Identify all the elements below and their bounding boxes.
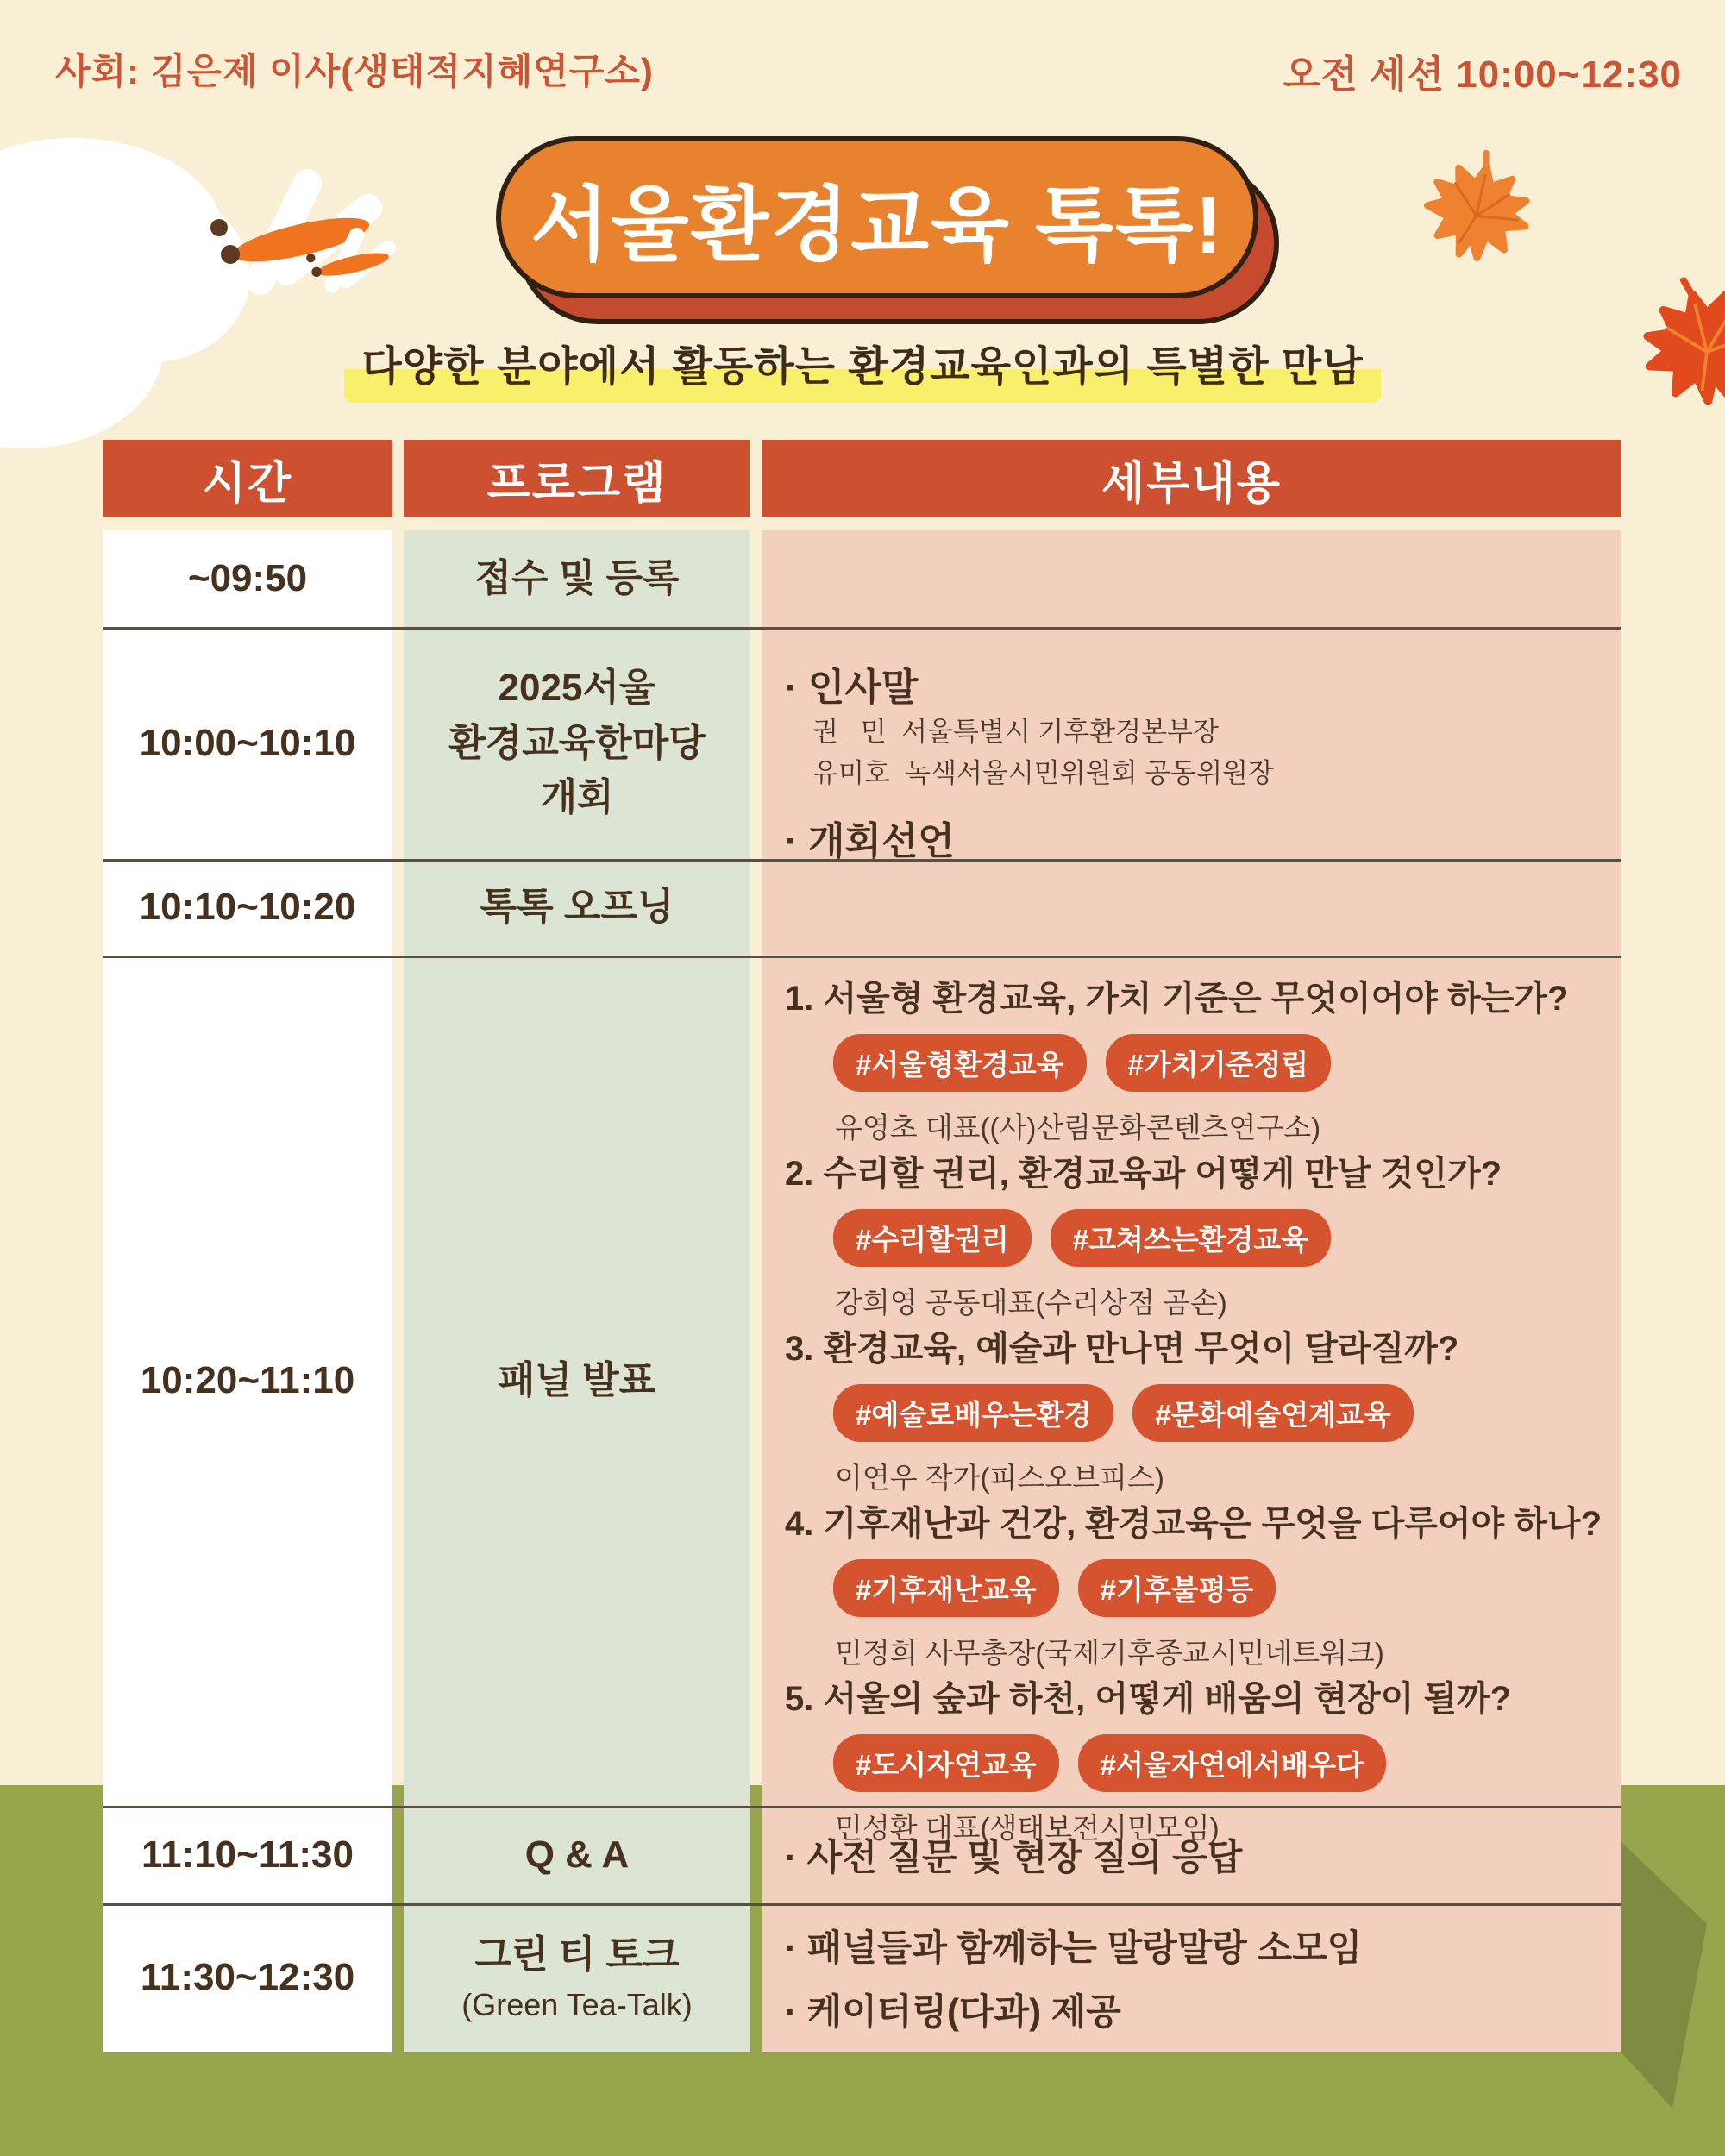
panel-item-4 — [785, 1496, 1621, 1671]
hashtag-badge: #가치기준정립 — [1106, 1034, 1332, 1092]
panel-item-speaker: 이연우 작가(피스오브피스) — [835, 1462, 1164, 1494]
row2-program-line3: 개회 — [540, 776, 614, 819]
hashtag-badge: #예술로배우는환경 — [833, 1384, 1113, 1442]
row2-program-line1: 2025서울 — [498, 666, 656, 709]
session-time-label: 오전 세션 10:00~12:30 — [1283, 53, 1682, 96]
row4-details — [762, 956, 1621, 1844]
maple-leaf-icon — [1410, 138, 1546, 276]
poster-title: 서울환경교육 톡톡! — [530, 179, 1224, 270]
row6-time: 11:30~12:30 — [140, 1956, 355, 1998]
row5-details: · 사전 질문 및 현장 질의 응답 — [785, 1836, 1243, 1877]
row5-time: 11:10~11:30 — [141, 1833, 354, 1876]
row6-program — [404, 1903, 750, 2052]
panel-item-2 — [785, 1146, 1621, 1321]
panel-item-title: 4. 기후재난과 건강, 환경교육은 무엇을 다루어야 하나? — [785, 1505, 1603, 1543]
row6-program-line2: (Green Tea-Talk) — [461, 1986, 693, 2022]
moderator-credit: 사회: 김은제 이사(생태적지혜연구소) — [55, 51, 654, 91]
panel-item-title: 1. 서울형 환경교육, 가치 기준은 무엇이어야 하는가? — [785, 980, 1569, 1018]
row5-program: Q & A — [524, 1833, 630, 1876]
poster-subtitle: 다양한 분야에서 활동하는 환경교육인과의 특별한 만남 — [344, 333, 1380, 403]
panel-item-title: 2. 수리할 권리, 환경교육과 어떻게 만날 것인가? — [785, 1155, 1502, 1193]
green-tea-talk-bullet-2: · 케이터링(다과) 제공 — [785, 1991, 1121, 2032]
poster-title-badge — [496, 136, 1258, 298]
panel-item-speaker: 강희영 공동대표(수리상점 곰손) — [835, 1287, 1227, 1319]
panel-item-3 — [785, 1321, 1621, 1496]
row6-program-line1: 그린 티 토크 — [474, 1934, 680, 1976]
hashtag-row — [833, 1209, 1621, 1267]
hashtag-badge: #수리할권리 — [833, 1209, 1032, 1267]
row6-details — [762, 1903, 1621, 2052]
row2-program-line2: 환경교육한마당 — [448, 721, 706, 764]
hashtag-row — [833, 1734, 1621, 1792]
panel-item-speaker: 민정희 사무총장(국제기후종교시민네트워크) — [835, 1637, 1384, 1669]
green-tea-talk-bullet-1: · 패널들과 함께하는 말랑말랑 소모임 — [785, 1927, 1363, 1968]
hashtag-badge: #서울형환경교육 — [833, 1034, 1087, 1092]
hashtag-badge: #서울자연에서배우다 — [1078, 1734, 1386, 1792]
row3-program: 톡톡 오프닝 — [480, 886, 674, 929]
row2-details — [762, 627, 1621, 863]
column-header-details: 세부내용 — [762, 440, 1621, 517]
row4-program: 패널 발표 — [498, 1359, 656, 1402]
greeting-bullet: · 인사말 — [785, 667, 919, 709]
row1-time: ~09:50 — [187, 557, 308, 599]
panel-item-1 — [785, 971, 1621, 1146]
column-header-time: 시간 — [103, 440, 392, 517]
panel-item-title: 3. 환경교육, 예술과 만나면 무엇이 달라질까? — [785, 1330, 1459, 1368]
row1-program: 접수 및 등록 — [474, 557, 680, 600]
hashtag-row — [833, 1559, 1621, 1617]
hashtag-badge: #기후불평등 — [1078, 1559, 1276, 1617]
hashtag-row — [833, 1384, 1621, 1442]
hashtag-badge: #기후재난교육 — [833, 1559, 1059, 1617]
hashtag-row — [833, 1034, 1621, 1092]
row3-time: 10:10~10:20 — [139, 886, 356, 928]
greeting-speaker-2: 유미호 녹색서울시민위원회 공동위원장 — [812, 758, 1274, 789]
dragonfly-icon-small — [304, 231, 393, 294]
row2-program — [404, 627, 750, 859]
panel-item-speaker: 유영초 대표((사)산림문화콘텐츠연구소) — [835, 1112, 1321, 1144]
row4-time: 10:20~11:10 — [140, 1359, 355, 1401]
poster-subtitle-row — [0, 333, 1725, 403]
opening-declaration-bullet: · 개회선언 — [785, 820, 955, 863]
hashtag-badge: #문화예술연계교육 — [1132, 1384, 1413, 1442]
panel-item-speaker: 민성환 대표(생태보전시민모임) — [835, 1812, 1220, 1844]
panel-item-title: 5. 서울의 숲과 하천, 어떻게 배움의 현장이 될까? — [785, 1680, 1512, 1718]
column-header-program: 프로그램 — [404, 440, 750, 517]
hashtag-badge: #고쳐쓰는환경교육 — [1051, 1209, 1331, 1267]
hashtag-badge: #도시자연교육 — [833, 1734, 1059, 1792]
greeting-speaker-1: 권 민 서울특별시 기후환경본부장 — [812, 717, 1219, 747]
row2-time: 10:00~10:10 — [139, 721, 356, 764]
